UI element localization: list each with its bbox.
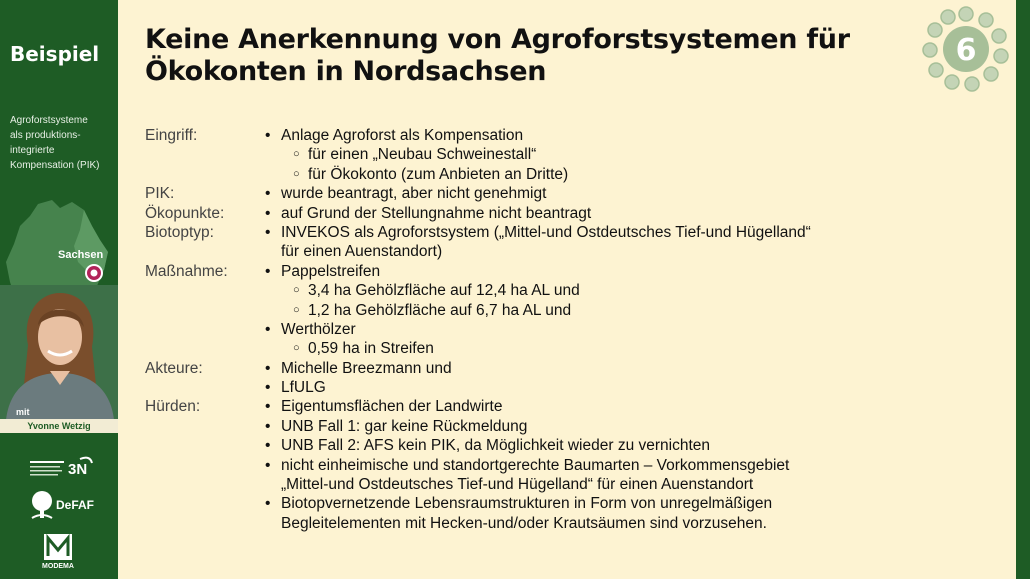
list-item	[145, 126, 885, 145]
item-text: nicht einheimische und standortgerechte Baumarten – Vorkommensgebiet	[281, 456, 790, 474]
item-text: Michelle Breezmann und	[281, 359, 452, 377]
sidebar-subtitle-line: als produktions-	[10, 130, 81, 141]
slide-title-line-1: Keine Anerkennung von Agroforstsystemen für	[145, 24, 850, 55]
item-text: auf Grund der Stellungnahme nicht beantragt	[281, 204, 592, 222]
circle-bullet-icon: ○	[293, 342, 300, 355]
sidebar-title: Beispiel	[10, 42, 100, 66]
item-text: UNB Fall 2: AFS kein PIK, da Möglichkeit wieder zu vernichten	[281, 437, 711, 455]
logo-defaf-text: DeFAF	[56, 498, 95, 512]
item-text: LfULG	[281, 379, 326, 397]
label-biotoptyp: Biotoptyp:	[145, 223, 214, 241]
bullet-icon: •	[265, 127, 271, 144]
list-item	[145, 494, 885, 513]
bullet-icon: •	[265, 359, 271, 377]
list-subitem	[145, 301, 885, 320]
logo-3n-text: 3N	[68, 461, 88, 478]
item-text: UNB Fall 1: gar keine Rückmeldung	[281, 417, 528, 435]
bullet-icon: •	[265, 320, 271, 338]
list-item	[145, 378, 885, 397]
logo-3n	[30, 455, 96, 481]
circle-bullet-icon: ○	[293, 284, 300, 297]
circle-bullet-icon: ○	[293, 303, 300, 316]
list-item	[145, 223, 885, 242]
sidebar	[0, 0, 118, 579]
logo-modema	[40, 532, 76, 572]
subitem-text: 1,2 ha Gehölzfläche auf 6,7 ha AL und	[308, 301, 572, 319]
item-text: Eigentumsflächen der Landwirte	[281, 398, 503, 416]
modema-icon	[40, 532, 76, 562]
with-label: mit	[16, 407, 30, 417]
item-text: wurde beantragt, aber nicht genehmigt	[281, 185, 547, 203]
list-item-continued	[145, 514, 885, 533]
list-item-continued	[145, 475, 885, 494]
list-item	[145, 456, 885, 475]
slide-content	[145, 126, 885, 533]
subitem-text: 0,59 ha in Streifen	[308, 340, 434, 358]
sidebar-subtitle-line: Kompensation (PIK)	[10, 160, 100, 171]
tree-icon	[28, 490, 56, 520]
circle-bullet-icon: ○	[293, 167, 300, 180]
presenter-photo	[0, 285, 118, 420]
item-text: „Mittel-und Ostdeutsches Tief-und Hügelland“ für einen Auenstandort	[281, 476, 754, 494]
item-text: Pappelstreifen	[281, 262, 381, 280]
item-text: Anlage Agroforst als Kompensation	[281, 127, 524, 144]
list-item	[145, 397, 885, 416]
slide-number: 6	[955, 33, 977, 68]
bullet-icon: •	[265, 398, 271, 416]
list-subitem	[145, 145, 885, 164]
slide-title-line-2: Ökokonten in Nordsachsen	[145, 56, 547, 87]
list-item	[145, 436, 885, 455]
presenter-name: Yvonne Wetzig	[0, 419, 118, 433]
label-huerden: Hürden:	[145, 398, 201, 416]
subitem-text: für einen „Neubau Schweinestall“	[308, 146, 537, 164]
list-item	[145, 320, 885, 339]
right-border	[1016, 0, 1030, 579]
label-eingriff: Eingriff:	[145, 127, 198, 144]
bullet-icon: •	[265, 379, 271, 397]
subitem-text: für Ökokonto (zum Anbieten an Dritte)	[308, 165, 569, 183]
bullet-icon: •	[265, 437, 271, 455]
slide-number-badge	[922, 5, 1010, 93]
logo-modema-text: MODEMA	[42, 563, 74, 570]
list-subitem	[145, 339, 885, 358]
bullet-icon: •	[265, 456, 271, 474]
label-pik: PIK:	[145, 185, 175, 203]
subitem-text: 3,4 ha Gehölzfläche auf 12,4 ha AL und	[308, 282, 580, 300]
item-text: Begleitelementen mit Hecken-und/oder Krautsäumen sind vorzusehen.	[281, 514, 767, 532]
label-akteure: Akteure:	[145, 359, 203, 377]
bullet-icon: •	[265, 417, 271, 435]
sidebar-subtitle-line: Agroforstsysteme	[10, 115, 88, 126]
item-text: Werthölzer	[281, 320, 356, 338]
map-label: Sachsen	[58, 249, 104, 261]
list-item	[145, 359, 885, 378]
list-subitem	[145, 165, 885, 184]
item-text: Biotopvernetzende Lebensraumstrukturen in Form von unregelmäßigen	[281, 495, 773, 513]
sidebar-subtitle	[10, 113, 116, 173]
list-subitem	[145, 281, 885, 300]
label-massnahme: Maßnahme:	[145, 262, 228, 280]
bullet-icon: •	[265, 185, 271, 203]
bullet-icon: •	[265, 223, 271, 241]
label-oekopunkte: Ökopunkte:	[145, 204, 225, 222]
list-item-continued	[145, 242, 885, 261]
bullet-icon: •	[265, 262, 271, 280]
logo-defaf	[28, 490, 100, 522]
list-item	[145, 184, 885, 203]
list-item	[145, 262, 885, 281]
slide-title	[145, 24, 905, 88]
item-text: INVEKOS als Agroforstsystem („Mittel-und Ostdeutsches Tief-und Hügelland“	[281, 223, 811, 241]
bullet-icon: •	[265, 495, 271, 513]
list-item	[145, 204, 885, 223]
item-text: für einen Auenstandort)	[281, 243, 443, 261]
list-item	[145, 417, 885, 436]
circle-bullet-icon: ○	[293, 148, 300, 161]
sidebar-subtitle-line: integrierte	[10, 145, 55, 156]
bullet-icon: •	[265, 204, 271, 222]
